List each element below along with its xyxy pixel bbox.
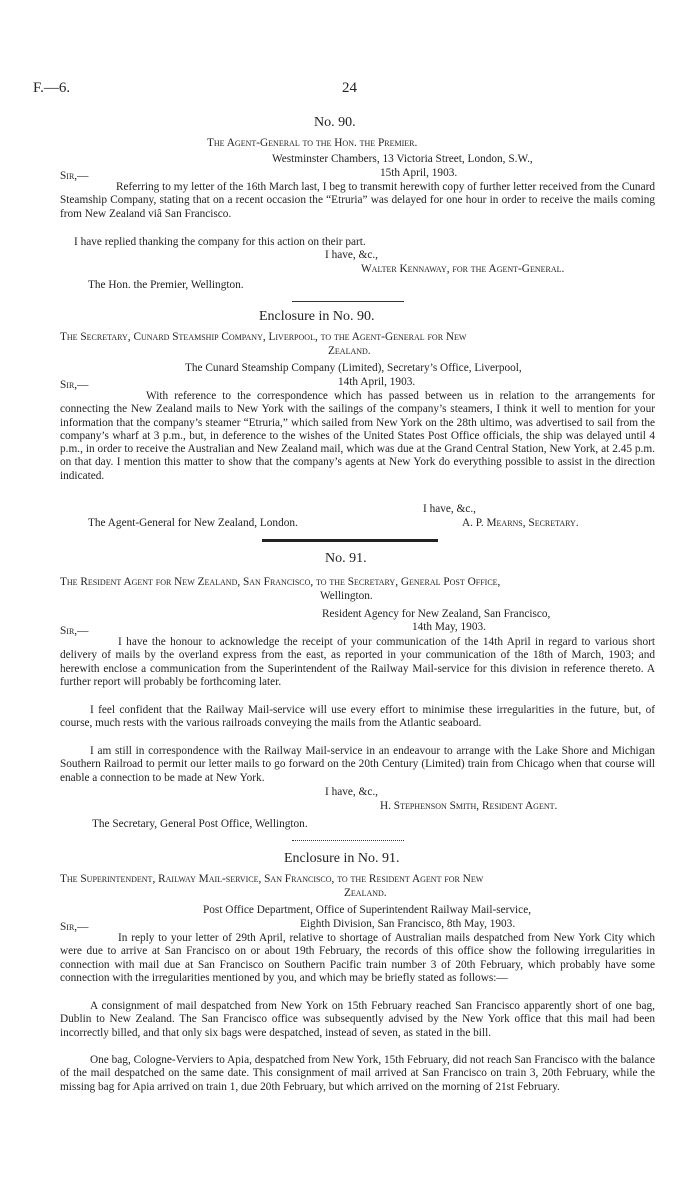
enclosure-91-route: The Superintendent, Railway Mail-service, San Francisco, to the Resident Agent for New (60, 873, 484, 885)
letter-90-address: Westminster Chambers, 13 Victoria Street, London, S.W., (272, 153, 533, 165)
letter-91-closing: I have, &c., (325, 786, 379, 798)
enclosure-91-paragraph-3: One bag, Cologne-Verviers to Apia, despatched from New York, 15th February, did not reach San Francisco with the balance of the mail despatched on the same date. This consignment of mail arrived at San Francisco on train 3, 20th February, while the missing bag for Apia arrived on train 1, due 20th February, but which arrived on the morning of 21st February. (60, 1054, 655, 1093)
letter-91-paragraph-1: I have the honour to acknowledge the receipt of your communication of the 14th April in regard to various short delivery of mails by the overland express from the east, as reported in your communication of the 18th of March, 1903; and herewith enclose a communication from the Superintendent of the Railway Mail-service for this division in reference thereto. A further report will probably be forthcoming later. (60, 636, 655, 688)
enclosure-91-address-cont: Eighth Division, San Francisco, 8th May, 1903. (300, 918, 516, 930)
letter-90-title: No. 90. (314, 115, 356, 130)
letter-91-paragraph-2: I feel confident that the Railway Mail-service will use every effort to minimise these irregularities in the future, but, of course, much rests with the various railroads conveying the mails from the Atlantic seaboard. (60, 704, 655, 730)
enclosure-90-body: With reference to the correspondence which has passed between us in relation to the arrangements for connecting the New Zealand mails to New York with the sailings of the company’s steamers, I think it well to mention for your information that the company’s steamer “Etruria,” which sailed from New York on the 28th ultimo, was advertised to sail from the company’s wharf at 3 p.m., but, in deference to the wishes of the United States Post Office officials, the ship was delayed until 4 p.m., in order to receive the Australian and New Zealand mail, which was due at the Grand Central Station, New York, at 2.45 p.m. on that day. I mention this matter to show that the company’s agents at New York do everything possible to assist in the direction indicated. (60, 390, 655, 482)
letter-90-body: Referring to my letter of the 16th March last, I beg to transmit herewith copy of further letter received from the Cunard Steamship Company, stating that on a recent occasion the “Etruria” was delayed for one hour in order to receive the mails coming from New Zealand viâ San Francisco. (60, 181, 655, 220)
enclosure-90-salutation: Sir,— (60, 379, 89, 391)
section-divider (292, 301, 404, 302)
letter-91-salutation: Sir,— (60, 625, 89, 637)
enclosure-91-paragraph-2: A consignment of mail despatched from New York on 15th February reached San Francisco apparently short of one bag, Dublin to New Zealand. The San Francisco office was subsequently advised by the New York office that this mail had been incorrectly billed, and that only six bags were despatched, instead of seven, as stated in the bill. (60, 1000, 655, 1039)
letter-91-addressee: The Secretary, General Post Office, Wellington. (92, 818, 308, 830)
section-divider (292, 840, 404, 841)
enclosure-91-title: Enclosure in No. 91. (284, 851, 400, 866)
page-number: 24 (342, 80, 357, 96)
letter-91-route-cont: Wellington. (320, 590, 373, 602)
letter-91-date: 14th May, 1903. (412, 621, 486, 633)
letter-90-signature: Walter Kennaway, for the Agent-General. (361, 263, 565, 275)
enclosure-90-closing: I have, &c., (423, 503, 477, 515)
letter-90-closing: I have, &c., (325, 249, 379, 261)
letter-90-addressee: The Hon. the Premier, Wellington. (88, 279, 244, 291)
enclosure-90-title: Enclosure in No. 90. (259, 309, 375, 324)
enclosure-91-paragraph-1: In reply to your letter of 29th April, relative to shortage of Australian mails despatched from New York City which were due to arrive at San Francisco on or about 19th February, the records of this office show the following irregularities in connection with mail due at San Francisco on Southern Pacific train number 3 of 20th February, which probably have some connection with the irregularities mentioned by you, and which may be briefly stated as follows:— (60, 932, 655, 984)
page-ref: F.—6. (33, 80, 71, 96)
enclosure-91-salutation: Sir,— (60, 921, 89, 933)
letter-90-route: The Agent-General to the Hon. the Premier. (207, 137, 418, 149)
enclosure-90-route-cont: Zealand. (328, 345, 371, 357)
letter-91-title: No. 91. (325, 551, 367, 566)
enclosure-91-address: Post Office Department, Office of Superintendent Railway Mail-service, (203, 904, 532, 916)
letter-90-paragraph-2: I have replied thanking the company for this action on their part. (74, 236, 366, 248)
enclosure-90-date: 14th April, 1903. (338, 376, 416, 388)
enclosure-91-route-cont: Zealand. (344, 887, 387, 899)
letter-91-route: The Resident Agent for New Zealand, San Francisco, to the Secretary, General Post Office, (60, 576, 501, 588)
enclosure-90-route: The Secretary, Cunard Steamship Company, Liverpool, to the Agent-General for New (60, 331, 467, 343)
letter-90-date: 15th April, 1903. (380, 167, 458, 179)
letter-91-signature: H. Stephenson Smith, Resident Agent. (380, 800, 558, 812)
letter-90-salutation: Sir,— (60, 170, 89, 182)
enclosure-90-signature: A. P. Mearns, Secretary. (462, 517, 579, 529)
section-divider-thick (262, 539, 438, 542)
letter-91-address: Resident Agency for New Zealand, San Francisco, (322, 608, 551, 620)
letter-91-paragraph-3: I am still in correspondence with the Railway Mail-service in an endeavour to arrange with the Lake Shore and Michigan Southern Railroad to permit our letter mails to go forward on the 20th Century (Limited) train from Chicago when that course will enable a connection to be made at New York. (60, 745, 655, 784)
enclosure-90-address: The Cunard Steamship Company (Limited), Secretary’s Office, Liverpool, (185, 362, 522, 374)
enclosure-90-addressee: The Agent-General for New Zealand, London. (88, 517, 298, 529)
